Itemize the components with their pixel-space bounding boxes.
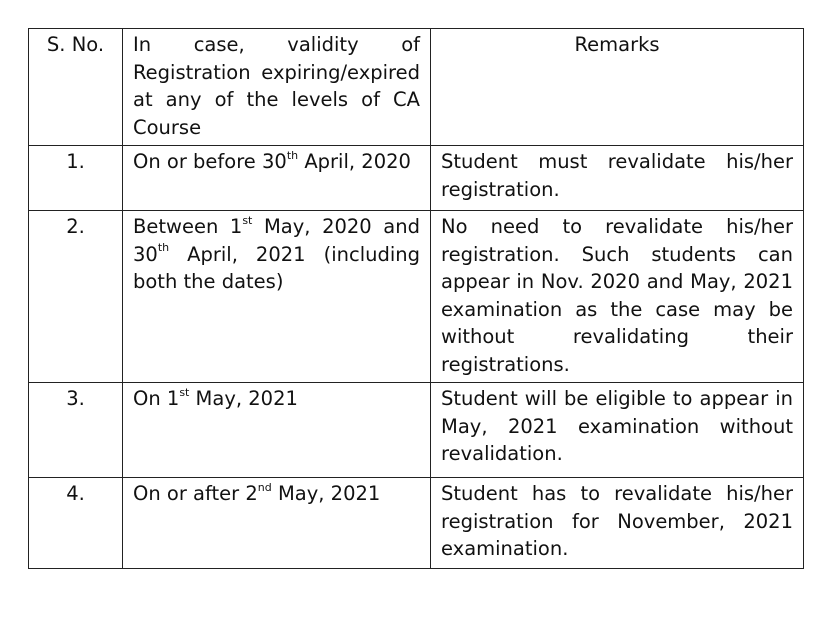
row-validity-period <box>123 383 431 478</box>
row-serial-number: 3. <box>29 383 123 478</box>
row-remarks: Student has to revalidate his/her registration for November, 2021 examination. <box>431 478 804 569</box>
row-remarks: No need to revalidate his/her registration. Such students can appear in Nov. 2020 and May, 2021 examination as the case may be without revalidating their registrations. <box>431 211 804 383</box>
row-validity-period <box>123 146 431 211</box>
row-validity-period <box>123 211 431 383</box>
period-text: April, 2021 (including both the dates) <box>133 242 420 293</box>
table-header-row <box>29 29 804 146</box>
table-row <box>29 211 804 383</box>
period-text: On or after 2 <box>133 482 258 505</box>
ordinal-suffix: st <box>179 385 190 399</box>
period-text: May, 2020 and 30 <box>133 215 420 266</box>
table-row <box>29 146 804 211</box>
registration-validity-table <box>28 28 804 569</box>
row-serial-number: 2. <box>29 211 123 383</box>
table-row <box>29 383 804 478</box>
period-text: May, 2021 <box>271 482 381 505</box>
row-validity-period <box>123 478 431 569</box>
row-serial-number: 4. <box>29 478 123 569</box>
ordinal-suffix: st <box>242 213 253 227</box>
ordinal-suffix: th <box>286 148 299 162</box>
ordinal-suffix: nd <box>257 480 272 494</box>
table-row <box>29 478 804 569</box>
period-text: May, 2021 <box>189 387 298 410</box>
header-serial-number: S. No. <box>29 29 123 146</box>
period-text: April, 2020 <box>298 150 411 173</box>
period-text: On or before 30 <box>133 150 287 173</box>
row-serial-number: 1. <box>29 146 123 211</box>
row-remarks: Student must revalidate his/her registration. <box>431 146 804 211</box>
ordinal-suffix: th <box>157 241 170 254</box>
period-text: On 1 <box>133 387 180 410</box>
period-text: Between 1 <box>133 215 243 238</box>
header-validity-case: In case, validity of Registration expiring/expired at any of the levels of CA Course <box>123 29 431 146</box>
header-remarks: Remarks <box>431 29 804 146</box>
row-remarks: Student will be eligible to appear in May, 2021 examination without revalidation. <box>431 383 804 478</box>
